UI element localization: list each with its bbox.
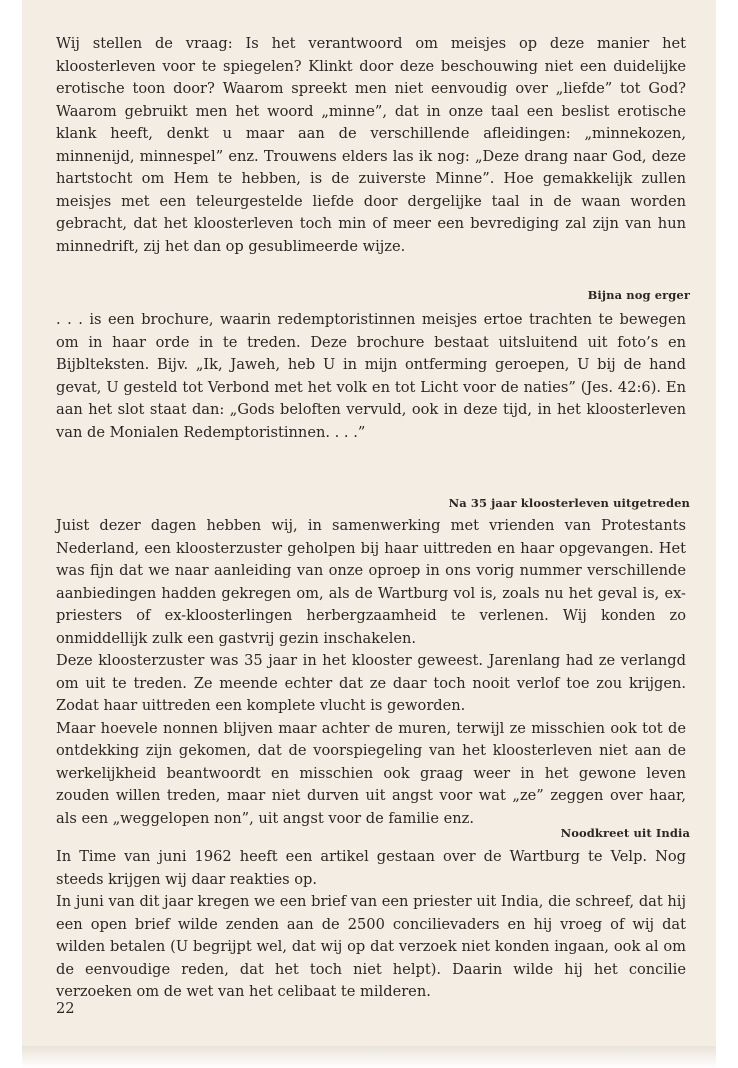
paragraph-2-block bbox=[56, 309, 686, 444]
heading-noodkreet-uit-india: Noodkreet uit India bbox=[560, 826, 690, 840]
page-shadow bbox=[22, 1046, 716, 1068]
paragraph-3-block bbox=[56, 515, 686, 830]
page-number: 22 bbox=[56, 1000, 75, 1017]
paragraph-1: Wij stellen de vraag: Is het verantwoord om meisjes op deze manier het kloosterleven voor te spiegelen? Klinkt door deze beschouwing niet een duidelijke erotische toon door? Waarom spreekt men niet eenvoudig over „liefde” tot God? Waarom gebruikt men het woord „minne”, dat in onze taal een beslist erotische klank heeft, denkt u maar aan de verschillende afleidingen: „minnekozen, minnenijd, minnespel” enz. Trouwens elders las ik nog: „Deze drang naar God, deze hartstocht om Hem te hebben, is de zuiverste Minne”. Hoe gemakkelijk zullen meisjes met een teleurgestelde liefde door dergelijke taal in de waan worden gebracht, dat het kloosterleven toch min of meer een bevrediging zal zijn van hun minnedrift, zij het dan op gesublimeerde wijze. bbox=[56, 35, 686, 255]
paragraph-3c: Maar hoevele nonnen blijven maar achter de muren, terwijl ze misschien ook tot de ontdekking zijn gekomen, dat de voorspiegeling van het kloosterleven niet aan de werkelijkheid beantwoordt en misschien ook graag weer in het gewone leven zouden willen treden, maar niet durven uit angst voor wat „ze” zeggen over haar, als een „weggelopen non”, uit angst voor de familie enz. bbox=[56, 719, 686, 827]
paragraph-4-block bbox=[56, 846, 686, 1004]
paragraph-2: . . . is een brochure, waarin redemptoristinnen meisjes ertoe trachten te bewegen om in haar orde in te treden. Deze brochure bestaat uitsluitend uit foto’s en Bijblteksten. Bijv. „Ik, Jaweh, heb U in mijn ontferming geroepen, U bij de hand gevat, U gesteld tot Verbond met het volk en tot Licht voor de naties” (Jes. 42:6). En aan het slot staat dan: „Gods beloften vervuld, ook in deze tijd, in het kloosterleven van de Monialen Redemptoristinnen. . . .” bbox=[56, 311, 686, 441]
paragraph-4a: In Time van juni 1962 heeft een artikel gestaan over de Wartburg te Velp. Nog steeds krijgen wij daar reakties op. bbox=[56, 848, 686, 888]
heading-na-35-jaar: Na 35 jaar kloosterleven uitgetreden bbox=[448, 496, 690, 510]
paragraph-4b: In juni van dit jaar kregen we een brief van een priester uit India, die schreef, dat hij een open brief wilde zenden aan de 2500 concilievaders en hij vroeg of wij dat wilden betalen (U begrijpt wel, dat wij op dat verzoek niet konden ingaan, ook al om de eenvoudige reden, dat het toch niet helpt). Daarin wilde hij het concilie verzoeken om de wet van het celibaat te milderen. bbox=[56, 893, 686, 1000]
paragraph-1-block bbox=[56, 33, 686, 258]
paragraph-3a: Juist dezer dagen hebben wij, in samenwerking met vrienden van Protestants Nederland, een kloosterzuster geholpen bij haar uittreden en haar opgevangen. Het was fijn dat we naar aanleiding van onze oproep in ons vorig nummer verschillende aanbiedingen hadden gekregen om, als de Wartburg vol is, zoals nu het geval is, ex-priesters of ex-kloosterlingen herbergzaamheid te verlenen. Wij konden zo onmiddellijk zulk een gastvrij gezin inschakelen. bbox=[56, 517, 686, 647]
heading-bijna-nog-erger: Bijna nog erger bbox=[587, 288, 690, 302]
paragraph-3b: Deze kloosterzuster was 35 jaar in het klooster geweest. Jarenlang had ze verlangd om uit te treden. Ze meende echter dat ze daar toch nooit verlof toe zou krijgen. Zodat haar uittreden een komplete vlucht is geworden. bbox=[56, 652, 686, 714]
